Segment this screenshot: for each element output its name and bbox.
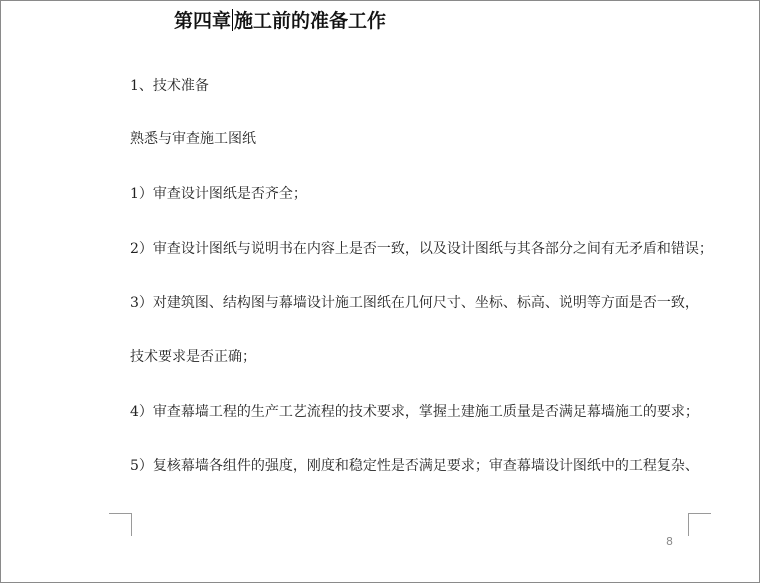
paragraph-item-2[interactable]: 2）审查设计图纸与说明书在内容上是否一致，以及设计图纸与其各部分之间有无矛盾和错误； bbox=[130, 241, 713, 257]
chapter-title-number: 第四章 bbox=[174, 10, 232, 32]
chapter-title-text: 施工前的准备工作 bbox=[234, 10, 387, 32]
subsection-heading[interactable]: 熟悉与审查施工图纸 bbox=[130, 131, 256, 147]
page-number: 8 bbox=[666, 535, 673, 548]
paragraph-item-3[interactable]: 3）对建筑图、结构图与幕墙设计施工图纸在几何尺寸、坐标、标高、说明等方面是否一致， bbox=[130, 295, 699, 311]
paragraph-item-4[interactable]: 4）审查幕墙工程的生产工艺流程的技术要求，掌握土建施工质量是否满足幕墙施工的要求； bbox=[130, 404, 699, 420]
margin-corner-mark-right bbox=[688, 513, 711, 536]
paragraph-item-3-continued[interactable]: 技术要求是否正确； bbox=[130, 349, 256, 365]
text-cursor bbox=[232, 9, 233, 31]
section-heading[interactable]: 1、技术准备 bbox=[130, 78, 209, 94]
paragraph-item-5[interactable]: 5）复核幕墙各组件的强度，刚度和稳定性是否满足要求；审查幕墙设计图纸中的工程复杂、 bbox=[130, 458, 699, 474]
margin-corner-mark-left bbox=[109, 513, 132, 536]
paragraph-item-1[interactable]: 1）审查设计图纸是否齐全； bbox=[130, 186, 307, 202]
chapter-title[interactable] bbox=[174, 8, 386, 34]
